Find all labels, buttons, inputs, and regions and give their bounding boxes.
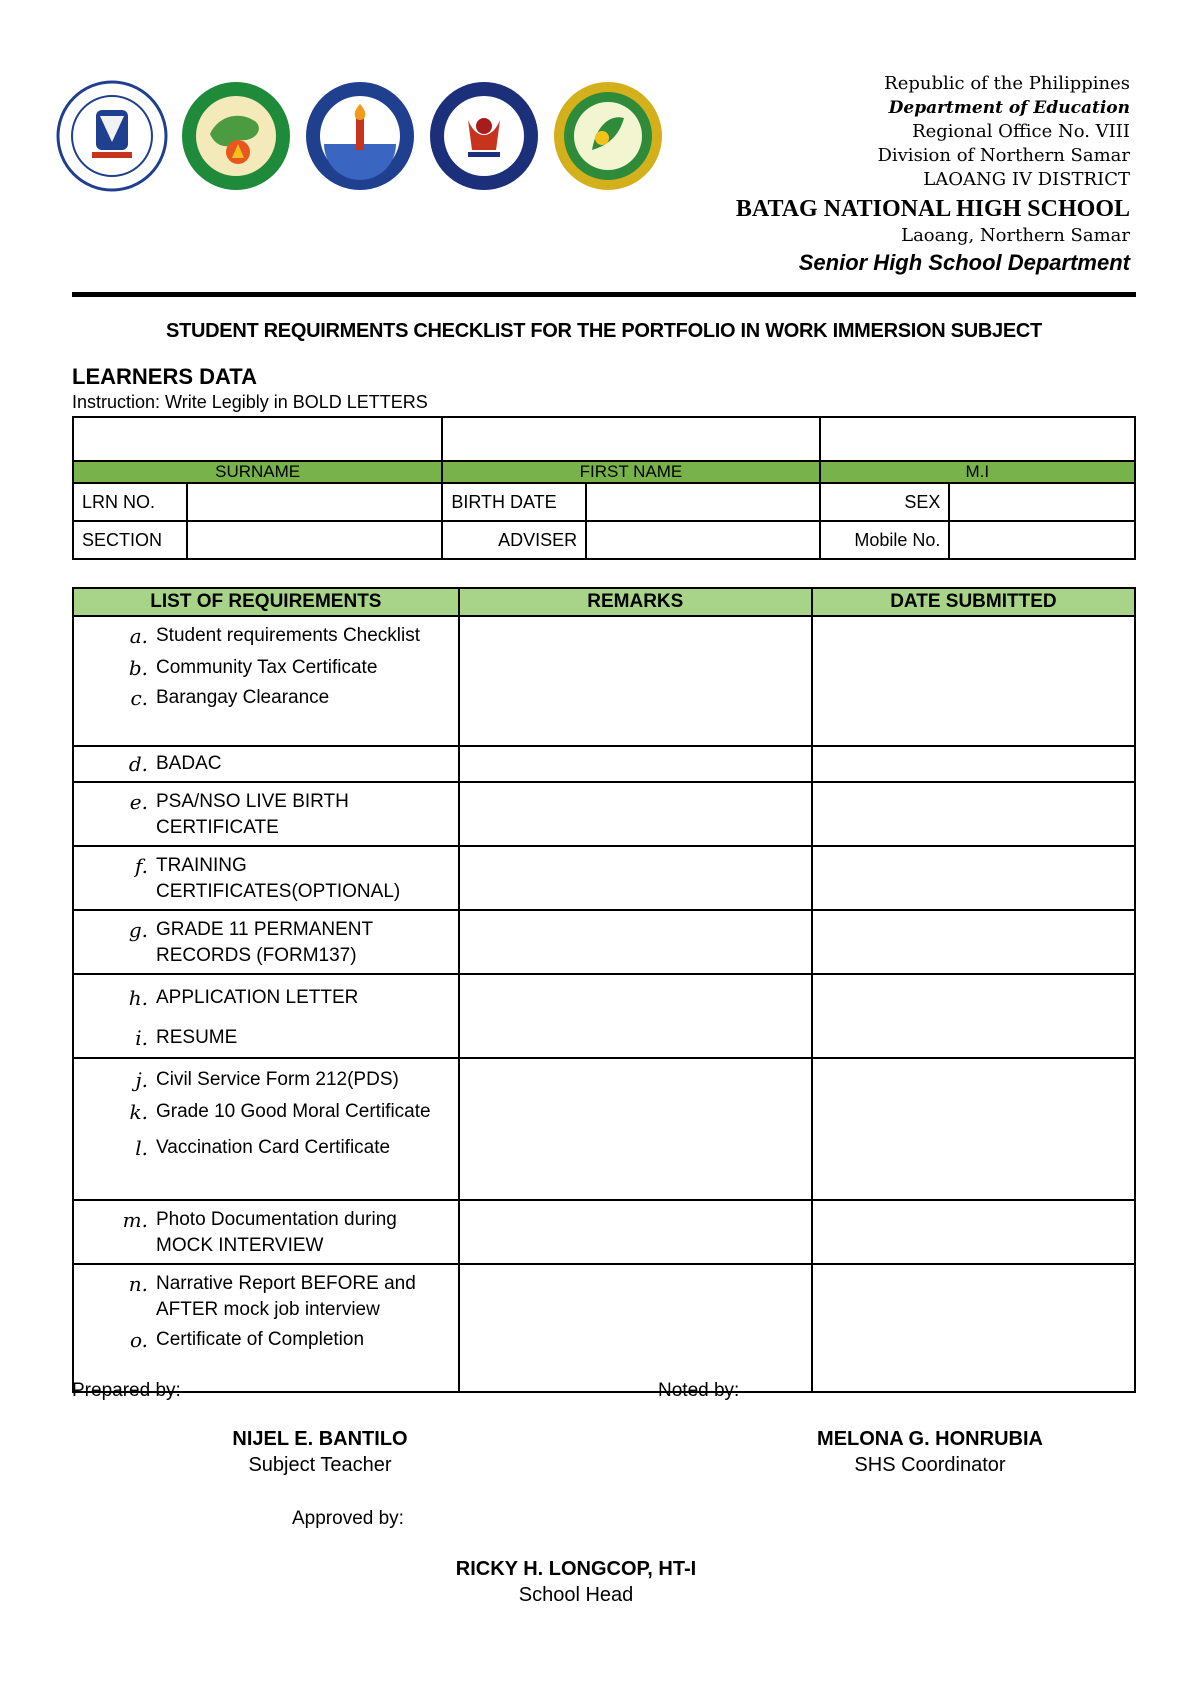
remarks-cell[interactable]: [459, 746, 812, 782]
shs-department: Senior High School Department: [798, 250, 1130, 275]
requirement-item: d. BADAC: [128, 752, 222, 776]
requirement-group: [73, 746, 459, 782]
list-header: LIST OF REQUIREMENTS: [73, 588, 459, 616]
date-cell[interactable]: [812, 846, 1135, 910]
date-cell[interactable]: [812, 746, 1135, 782]
instruction-text: Instruction: Write Legibly in BOLD LETTERS: [72, 392, 428, 412]
surname-field[interactable]: [73, 417, 442, 461]
requirement-item: c. Barangay Clearance: [130, 686, 330, 710]
remarks-cell[interactable]: [459, 616, 812, 746]
requirement-group: [73, 846, 459, 910]
noted-by-label: Noted by:: [658, 1380, 740, 1401]
date-cell[interactable]: [812, 1058, 1135, 1200]
date-cell[interactable]: [812, 974, 1135, 1058]
adviser-field[interactable]: [586, 521, 819, 559]
requirement-group: [73, 974, 459, 1058]
region-viii-seal-icon: [180, 80, 292, 192]
district-seal-icon: [428, 80, 540, 192]
region-line: Regional Office No. VIII: [912, 121, 1130, 142]
learner-data-table: [72, 416, 1136, 560]
remarks-cell[interactable]: [459, 1200, 812, 1264]
requirement-item: b. Community Tax Certificate: [128, 656, 378, 680]
lrn-field[interactable]: [187, 483, 442, 521]
requirement-item: e. PSA/NSO LIVE BIRTH CERTIFICATE: [129, 790, 349, 838]
prepared-by-label: Prepared by:: [72, 1380, 181, 1401]
remarks-cell[interactable]: [459, 1264, 812, 1392]
department-line: Department of Education: [888, 98, 1130, 118]
remarks-header: REMARKS: [459, 588, 812, 616]
adviser-label: ADVISER: [442, 521, 586, 559]
school-address: Laoang, Northern Samar: [901, 225, 1130, 246]
requirement-item: j. Civil Service Form 212(PDS): [135, 1068, 399, 1092]
coordinator-role: SHS Coordinator: [854, 1454, 1006, 1476]
mobile-label: Mobile No.: [820, 521, 950, 559]
requirement-item: h. APPLICATION LETTER: [128, 986, 359, 1010]
requirement-item: m. Photo Documentation during MOCK INTERVIEW: [122, 1208, 397, 1256]
requirement-item: i. RESUME: [135, 1026, 238, 1050]
district-line: LAOANG IV DISTRICT: [923, 169, 1130, 190]
requirement-group: [73, 616, 459, 746]
document-title: STUDENT REQUIRMENTS CHECKLIST FOR THE PORTFOLIO IN WORK IMMERSION SUBJECT: [166, 320, 1042, 342]
birth-date-label: BIRTH DATE: [442, 483, 586, 521]
remarks-cell[interactable]: [459, 782, 812, 846]
head-role: School Head: [518, 1584, 634, 1606]
sex-field[interactable]: [949, 483, 1135, 521]
date-cell[interactable]: [812, 616, 1135, 746]
date-header: DATE SUBMITTED: [812, 588, 1135, 616]
requirement-item: n. Narrative Report BEFORE and AFTER mock job interview: [128, 1272, 416, 1320]
remarks-cell[interactable]: [459, 846, 812, 910]
lrn-label: LRN NO.: [73, 483, 187, 521]
remarks-cell[interactable]: [459, 910, 812, 974]
requirement-group: [73, 1058, 459, 1200]
requirements-table: [72, 587, 1136, 1393]
requirement-group: [73, 782, 459, 846]
header-rule: [72, 292, 1136, 297]
republic-line: Republic of the Philippines: [884, 73, 1130, 94]
remarks-cell[interactable]: [459, 974, 812, 1058]
date-cell[interactable]: [812, 782, 1135, 846]
learners-heading: LEARNERS DATA: [72, 364, 257, 389]
requirement-group: [73, 910, 459, 974]
remarks-cell[interactable]: [459, 1058, 812, 1200]
surname-label: SURNAME: [73, 461, 442, 483]
requirement-item: g. GRADE 11 PERMANENT RECORDS (FORM137): [128, 918, 373, 966]
first-name-field[interactable]: [442, 417, 819, 461]
letterhead: [570, 72, 1130, 278]
deped-seal-icon: [56, 80, 168, 192]
requirement-item: l. Vaccination Card Certificate: [135, 1136, 391, 1160]
requirement-item: o. Certificate of Completion: [129, 1328, 365, 1352]
date-cell[interactable]: [812, 910, 1135, 974]
section-label: SECTION: [73, 521, 187, 559]
sex-label: SEX: [820, 483, 950, 521]
first-name-label: FIRST NAME: [442, 461, 819, 483]
approved-by-label: Approved by:: [292, 1508, 404, 1529]
coordinator-name: MELONA G. HONRUBIA: [817, 1428, 1043, 1450]
requirement-item: k. Grade 10 Good Moral Certificate: [129, 1100, 431, 1124]
requirement-item: a. Student requirements Checklist: [129, 624, 421, 648]
date-cell[interactable]: [812, 1200, 1135, 1264]
school-name: BATAG NATIONAL HIGH SCHOOL: [735, 196, 1130, 222]
section-field[interactable]: [187, 521, 442, 559]
mi-label: M.I: [820, 461, 1135, 483]
teacher-name: NIJEL E. BANTILO: [232, 1428, 408, 1450]
requirement-item: f. TRAINING CERTIFICATES(OPTIONAL): [134, 854, 401, 902]
mobile-field[interactable]: [949, 521, 1135, 559]
division-seal-icon: [304, 80, 416, 192]
requirement-group: [73, 1264, 459, 1392]
division-line: Division of Northern Samar: [877, 145, 1130, 166]
requirement-group: [73, 1200, 459, 1264]
head-name: RICKY H. LONGCOP, HT-I: [455, 1558, 697, 1580]
mi-field[interactable]: [820, 417, 1135, 461]
date-cell[interactable]: [812, 1264, 1135, 1392]
teacher-role: Subject Teacher: [248, 1454, 392, 1476]
birth-date-field[interactable]: [586, 483, 819, 521]
